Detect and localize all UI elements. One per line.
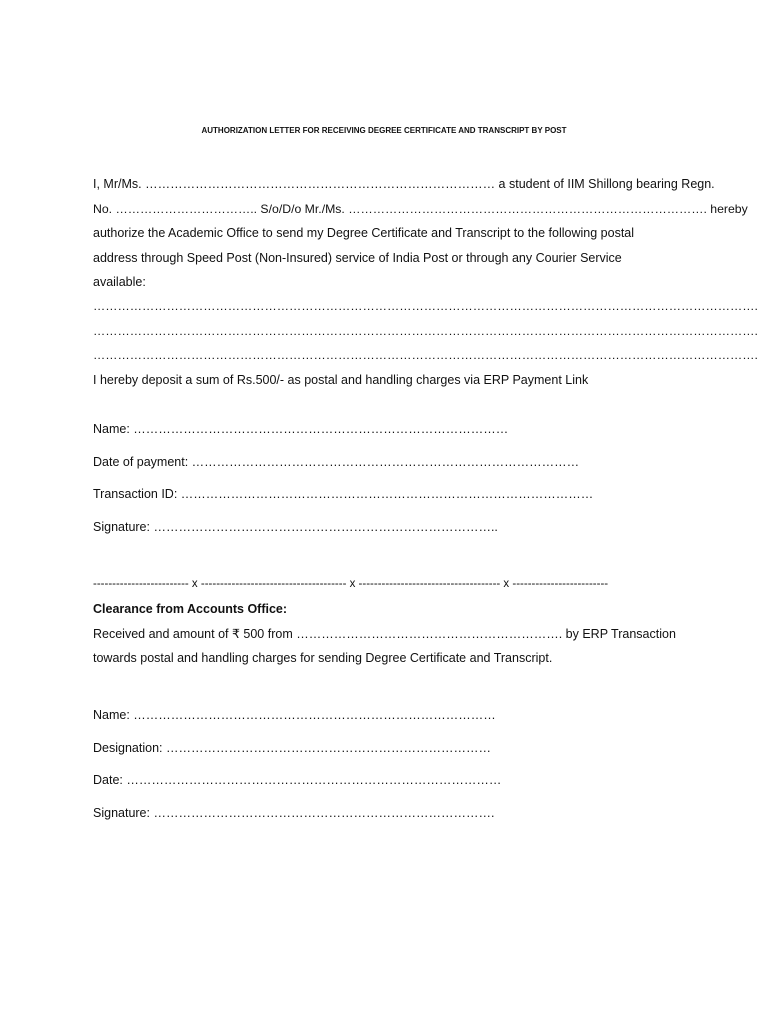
office-date-field: Date: ……………………………………………………………………………… xyxy=(93,773,502,787)
clearance-heading: Clearance from Accounts Office: xyxy=(93,602,288,616)
paragraph-line-4: address through Speed Post (Non-Insured) service of India Post or through any Courier Service xyxy=(93,251,622,265)
deposit-statement: I hereby deposit a sum of Rs.500/- as postal and handling charges via ERP Payment Link xyxy=(93,373,589,387)
office-signature-field: Signature: ………………………………………………………………………. xyxy=(93,806,495,820)
paragraph-line-2: No. …………………………….. S/o/D/o Mr./Ms. ……………………………………………………………………………. hereby xyxy=(93,202,748,216)
transaction-id-field: Transaction ID: ……………………………………………………………………………………… xyxy=(93,487,594,501)
address-line-1: ………………………………………………………………………………………………………………………………………………. xyxy=(93,299,758,313)
designation-field: Designation: …………………………………………………………………… xyxy=(93,741,491,755)
cut-separator: ------------------------- x -------------------------------------- x ------------------------------------- x ------------------------- xyxy=(93,578,609,590)
office-name-field: Name: …………………………………………………………………………… xyxy=(93,708,496,722)
applicant-signature-field: Signature: ……………………………………………………………………….. xyxy=(93,520,498,534)
date-of-payment-field: Date of payment: ………………………………………………………………………………… xyxy=(93,455,580,469)
clearance-line-2: towards postal and handling charges for sending Degree Certificate and Transcript. xyxy=(93,651,553,665)
address-line-3: ………………………………………………………………………………………………………………………………………………. xyxy=(93,348,758,362)
address-line-2: ………………………………………………………………………………………………………………………………………………. xyxy=(93,324,758,338)
applicant-name-field: Name: ……………………………………………………………………………… xyxy=(93,422,509,436)
paragraph-line-3: authorize the Academic Office to send my Degree Certificate and Transcript to the following postal xyxy=(93,226,635,240)
clearance-line-1: Received and amount of ₹ 500 from ………………………………………………………. by ERP Transaction xyxy=(93,627,676,641)
paragraph-line-1: I, Mr/Ms. ………………………………………………………………………… a student of IIM Shillong bearing Regn. xyxy=(93,177,715,191)
document-title: AUTHORIZATION LETTER FOR RECEIVING DEGREE CERTIFICATE AND TRANSCRIPT BY POST xyxy=(201,126,567,135)
paragraph-line-5: available: xyxy=(93,275,146,289)
